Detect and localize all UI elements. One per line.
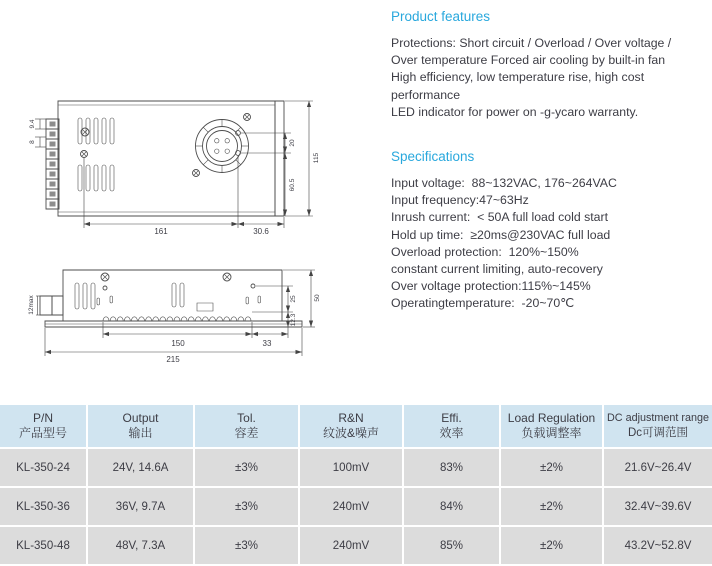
output-connector xyxy=(28,294,63,315)
product-features-heading: Product features xyxy=(391,9,491,24)
column-header-pn xyxy=(0,405,86,447)
spec-line: Hold up time: ≥20ms@230VAC full load xyxy=(391,227,611,242)
side-view-drawing xyxy=(28,270,321,364)
terminal-block xyxy=(46,119,59,209)
column-header-zh: 纹波&噪声 xyxy=(322,426,379,440)
specifications-section xyxy=(391,149,709,313)
column-header-efficiency xyxy=(404,405,499,447)
column-header-zh: 负载调整率 xyxy=(521,426,582,440)
spec-line: Inrush current: < 50A full load cold start xyxy=(391,210,609,225)
column-header-tolerance xyxy=(195,405,298,447)
dim-8: 8 xyxy=(29,140,36,144)
dim-33: 33 xyxy=(262,339,272,348)
dim-12-3: 12.3 xyxy=(290,313,297,327)
column-header-en: Load Regulation xyxy=(507,411,596,425)
cell-tolerance: ±3% xyxy=(195,527,298,564)
cell-ripple: 100mV xyxy=(300,449,402,486)
label-plate xyxy=(197,303,213,311)
spec-line: constant current limiting, auto-recovery xyxy=(391,262,603,277)
spec-line: Operatingtemperature: -20~70℃ xyxy=(391,296,574,311)
specifications-heading: Specifications xyxy=(391,149,475,164)
cell-output: 48V, 7.3A xyxy=(88,527,193,564)
cell-ripple: 240mV xyxy=(300,488,402,525)
model-spec-table xyxy=(0,405,712,564)
column-header-en: P/N xyxy=(32,411,53,425)
cell-ripple: 240mV xyxy=(300,527,402,564)
cell-dc-range: 32.4V~39.6V xyxy=(604,488,712,525)
cell-dc-range: 21.6V~26.4V xyxy=(604,449,712,486)
cell-efficiency: 83% xyxy=(404,449,499,486)
cell-efficiency: 84% xyxy=(404,488,499,525)
cooling-fins xyxy=(103,317,251,321)
spec-line: Over voltage protection:115%~145% xyxy=(391,279,591,294)
feature-line: LED indicator for power on -g-ycaro warranty. xyxy=(391,104,639,119)
spec-line: Overload protection: 120%~150% xyxy=(391,244,579,259)
column-header-zh: Dc可调范围 xyxy=(627,427,689,439)
side-vent-slots xyxy=(75,283,184,309)
cell-pn: KL-350-36 xyxy=(0,488,86,525)
cell-output: 24V, 14.6A xyxy=(88,449,193,486)
cell-load-regulation: ±2% xyxy=(501,449,602,486)
case-outline xyxy=(58,101,275,216)
column-header-dc-range xyxy=(604,405,712,447)
top-view-drawing xyxy=(29,101,320,236)
spec-line: Input voltage: 88~132VAC, 176~264VAC xyxy=(391,176,617,190)
dim-25: 25 xyxy=(290,295,297,303)
dim-9-4: 9.4 xyxy=(29,119,36,129)
cell-pn: KL-350-24 xyxy=(0,449,86,486)
cell-tolerance: ±3% xyxy=(195,488,298,525)
column-header-en: R&N xyxy=(338,411,364,425)
cell-output: 36V, 9.7A xyxy=(88,488,193,525)
dim-161: 161 xyxy=(154,227,168,236)
cell-pn: KL-350-48 xyxy=(0,527,86,564)
dim-12max: 12max xyxy=(28,295,35,315)
feature-line: performance xyxy=(391,87,461,102)
column-header-zh: 容差 xyxy=(234,426,259,440)
spec-line: Input frequency:47~63Hz xyxy=(391,193,529,208)
mount-slots xyxy=(97,296,261,305)
column-header-zh: 输出 xyxy=(128,426,153,440)
column-header-output xyxy=(88,405,193,447)
dim-50: 50 xyxy=(314,294,321,302)
column-header-en: Output xyxy=(122,411,159,425)
case-side-outline xyxy=(63,270,282,321)
column-header-en: Tol. xyxy=(237,411,256,425)
fan-cutout xyxy=(196,120,249,173)
screw-icon xyxy=(101,273,255,290)
dim-115: 115 xyxy=(313,152,320,164)
cell-load-regulation: ±2% xyxy=(501,527,602,564)
dim-150: 150 xyxy=(171,339,185,348)
feature-line: Over temperature Forced air cooling by built-in fan xyxy=(391,53,666,68)
column-header-ripple xyxy=(300,405,402,447)
dimension-drawing xyxy=(15,90,387,372)
cell-tolerance: ±3% xyxy=(195,449,298,486)
column-header-en: DC adjustment range xyxy=(606,412,710,424)
cell-efficiency: 85% xyxy=(404,527,499,564)
product-features-section xyxy=(391,9,709,121)
feature-line: Protections: Short circuit / Overload / Over voltage / xyxy=(391,36,672,50)
column-header-zh: 效率 xyxy=(439,426,464,440)
dim-215: 215 xyxy=(166,355,180,364)
feature-line: High efficiency, low temperature rise, high cost xyxy=(391,70,645,85)
dim-20: 20 xyxy=(289,139,296,147)
column-header-en: Effi. xyxy=(441,411,462,425)
dim-30-6: 30.6 xyxy=(253,227,269,236)
column-header-load-regulation xyxy=(501,405,602,447)
cell-dc-range: 43.2V~52.8V xyxy=(604,527,712,564)
column-header-zh: 产品型号 xyxy=(18,426,67,440)
dim-60-5: 60.5 xyxy=(289,178,296,192)
cell-load-regulation: ±2% xyxy=(501,488,602,525)
